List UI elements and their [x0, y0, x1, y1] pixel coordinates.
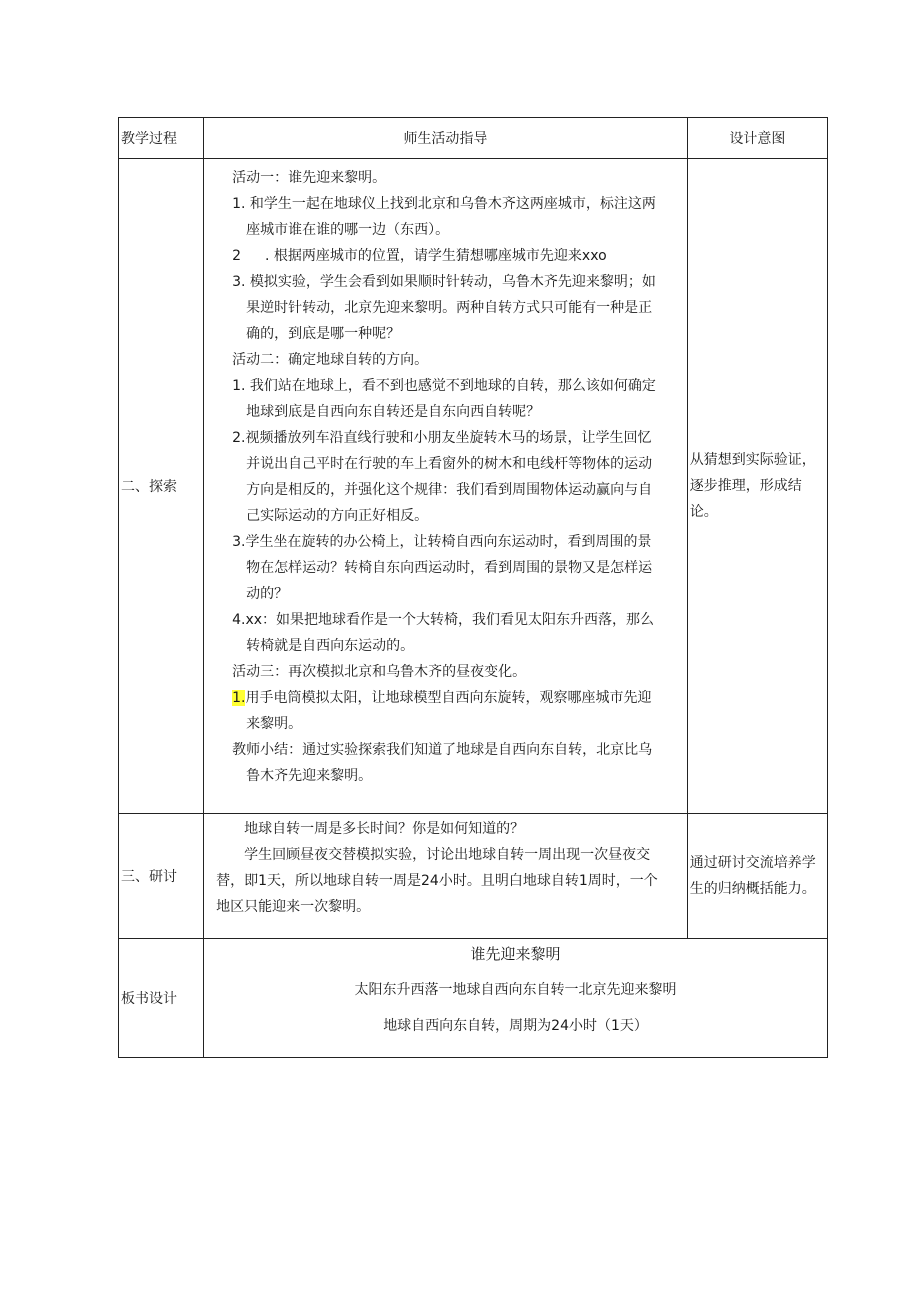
a1-item2-text: . 根据两座城市的位置，请学生猜想哪座城市先迎来xxo	[265, 248, 607, 264]
a1-item3-cont2: 确的，到底是哪一种呢？	[246, 326, 401, 342]
a1-item1-text: . 和学生一起在地球仪上找到北京和乌鲁木齐这两座城市，标注这两	[241, 196, 656, 212]
a3-item1-cont: 来黎明。	[246, 716, 303, 732]
stage-discuss: 三、研讨	[119, 814, 204, 939]
discuss-intent	[687, 814, 827, 939]
a2-item2-text: 视频播放列车沿直线行驶和小朋友坐旋转木马的场景，让学生回忆	[245, 430, 652, 446]
a2-item3-text: 学生坐在旋转的办公椅上，让转椅自西向东运动时，看到周围的景	[245, 534, 652, 550]
a1-item3-text: . 模拟实验，学生会看到如果顺时针转动，乌鲁木齐先迎来黎明；如	[241, 274, 656, 290]
a2-item1-text: . 我们站在地球上，看不到也感觉不到地球的自转，那么该如何确定	[241, 378, 656, 394]
header-teaching-process: 教学过程	[119, 118, 204, 159]
header-activity-guide: 师生活动指导	[204, 118, 688, 159]
a2-item4	[218, 607, 679, 633]
a2-item3-cont2: 动的？	[246, 586, 289, 602]
a2-item2-cont3: 己实际运动的方向正好相反。	[246, 508, 429, 524]
board-content	[204, 939, 828, 1058]
a1-item2	[218, 243, 679, 269]
discuss-row	[119, 814, 828, 939]
a1-item3	[218, 269, 679, 295]
explore-intent-line2: 逐步推理，形成结论。	[689, 478, 802, 520]
a2-item3	[218, 529, 679, 555]
stage-board-design: 板书设计	[119, 939, 204, 1058]
explore-content	[204, 159, 688, 814]
board-title: 谁先迎来黎明	[470, 945, 561, 963]
a2-item2-cont2: 方向是相反的，并强化这个规律：我们看到周围物体运动赢向与自	[246, 482, 653, 498]
summary-line2: 鲁木齐先迎来黎明。	[246, 768, 373, 784]
board-line2: 地球自西向东自转，周期为24小时（1天）	[383, 1018, 648, 1034]
board-row	[119, 939, 828, 1058]
a2-item4-num: 4.	[232, 612, 246, 628]
a2-item4-cont: 转椅就是自西向东运动的。	[246, 638, 415, 654]
a2-item2-num: 2.	[232, 430, 246, 446]
a1-item1-num: 1	[232, 196, 242, 212]
header-design-intent: 设计意图	[687, 118, 827, 159]
a2-item1	[218, 373, 679, 399]
lesson-plan-table	[118, 117, 828, 1058]
a2-item4-text: xx：如果把地球看作是一个大转椅，我们看见太阳东升西落，那么	[245, 612, 655, 628]
activity3-title: 活动三：再次模拟北京和乌鲁木齐的昼夜变化。	[232, 664, 527, 680]
discuss-content	[204, 814, 688, 939]
discuss-intent-line1: 通过研讨交流培养学	[689, 855, 816, 871]
discuss-para-line1: 学生回顾昼夜交替模拟实验，讨论出地球自转一周出现一次昼夜交	[244, 847, 651, 863]
a2-item2	[218, 425, 679, 451]
a1-item3-num: 3	[232, 274, 242, 290]
a2-item1-cont: 地球到底是自西向东自转还是自东向西自转呢？	[246, 404, 541, 420]
board-line1: 太阳东升西落一地球自西向东自转一北京先迎来黎明	[354, 982, 677, 998]
a2-item1-num: 1	[232, 378, 242, 394]
a3-item1-num-highlight: 1.	[232, 690, 246, 706]
explore-row	[119, 159, 828, 814]
discuss-para-line2: 替，即1天，所以地球自转一周是24小时。且明白地球自转1周时，一个	[216, 873, 658, 889]
a2-item3-cont1: 物在怎样运动？转椅自东向西运动时，看到周围的景物又是怎样运	[246, 560, 653, 576]
a1-item2-num: 2	[232, 248, 242, 264]
a3-item1	[218, 685, 679, 711]
explore-intent	[687, 159, 827, 814]
discuss-question: 地球自转一周是多长时间？你是如何知道的？	[244, 821, 525, 837]
a2-item3-num: 3.	[232, 534, 246, 550]
table-header-row	[119, 118, 828, 159]
summary-line1: 教师小结：通过实验探索我们知道了地球是自西向东自转，北京比乌	[232, 742, 653, 758]
a1-item3-cont1: 果逆时针转动，北京先迎来黎明。两种自转方式只可能有一种是正	[246, 300, 653, 316]
a3-item1-text: 用手电筒模拟太阳，让地球模型自西向东旋转，观察哪座城市先迎	[245, 690, 652, 706]
activity1-title: 活动一：谁先迎来黎明。	[232, 170, 387, 186]
a1-item1	[218, 191, 679, 217]
stage-explore: 二、探索	[119, 159, 204, 814]
discuss-para-line3: 地区只能迎来一次黎明。	[216, 899, 371, 915]
discuss-intent-line2: 生的归纳概括能力。	[689, 881, 816, 897]
a2-item2-cont1: 并说出自己平时在行驶的车上看窗外的树木和电线杆等物体的运动	[246, 456, 653, 472]
a1-item1-cont: 座城市谁在谁的哪一边（东西）。	[246, 222, 450, 238]
explore-intent-line1: 从猜想到实际验证，	[689, 452, 816, 468]
activity2-title: 活动二：确定地球自转的方向。	[232, 352, 429, 368]
